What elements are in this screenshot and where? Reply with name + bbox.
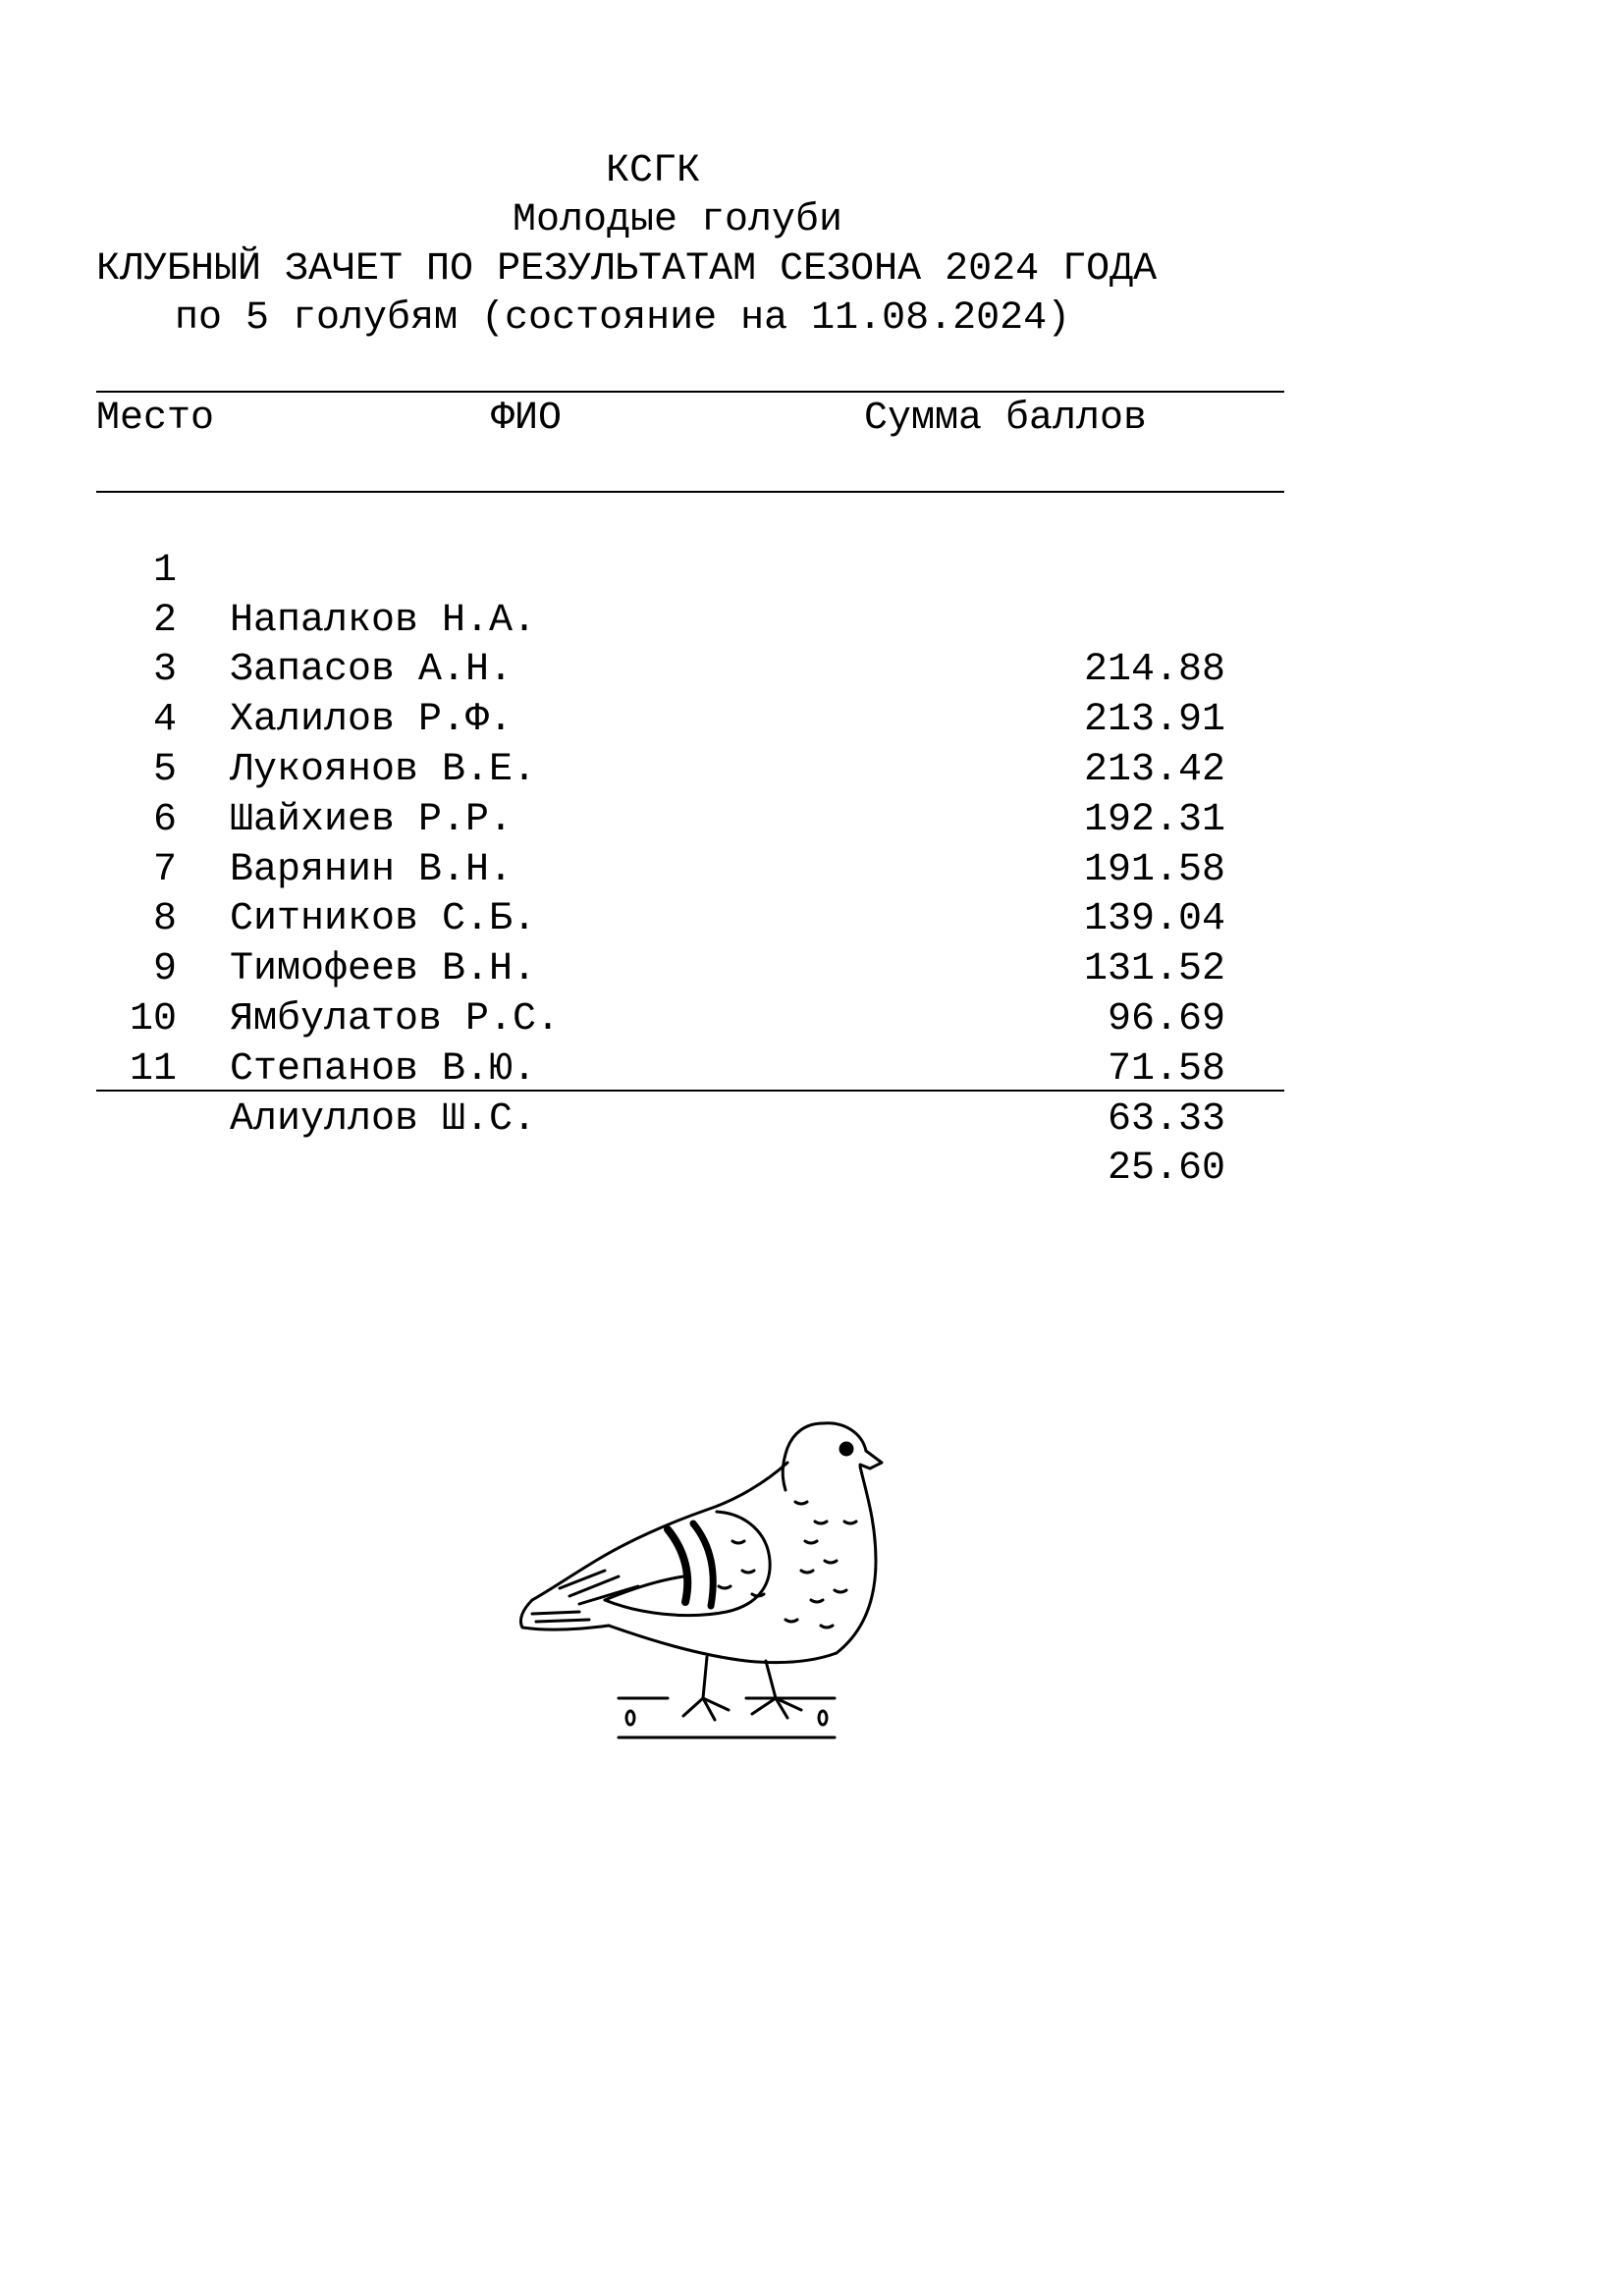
row-name: Ситников С.Б. [230, 897, 537, 942]
club-name: КСГК [605, 149, 700, 193]
pigeon-icon [511, 1404, 943, 1806]
row-place: 10 [129, 996, 177, 1041]
row-score: 213.91 [1083, 698, 1225, 743]
row-name: Запасов А.Н. [230, 648, 514, 693]
row-place: 11 [129, 1046, 177, 1092]
category-title: Молодые голуби [512, 198, 843, 242]
row-name: Лукоянов В.Е. [230, 747, 537, 792]
row-name: Степанов В.Ю. [230, 1046, 537, 1092]
divider-header [96, 491, 1284, 493]
row-place: 7 [152, 847, 177, 892]
row-name: Алиуллов Ш.С. [230, 1096, 537, 1142]
row-place: 3 [152, 648, 177, 693]
row-score: 214.88 [1083, 648, 1225, 693]
row-name: Халилов Р.Ф. [230, 698, 514, 743]
divider-bottom [96, 1090, 1284, 1092]
row-place: 9 [152, 947, 177, 992]
divider-top [96, 391, 1284, 393]
row-score: 25.60 [1107, 1147, 1225, 1192]
row-score: 96.69 [1107, 996, 1225, 1041]
row-name: Шайхиев Р.Р. [230, 797, 514, 842]
row-place: 6 [152, 797, 177, 842]
row-name: Варянин В.Н. [230, 847, 514, 892]
column-header-place: Место [96, 397, 215, 441]
row-score: 192.31 [1083, 797, 1225, 842]
row-place: 8 [152, 897, 177, 942]
row-score: 71.58 [1107, 1046, 1225, 1092]
row-name: Напалков Н.А. [230, 598, 537, 643]
row-score: 213.42 [1083, 747, 1225, 792]
row-place: 1 [152, 548, 177, 593]
results-table [96, 497, 1284, 1192]
row-place: 4 [152, 698, 177, 743]
row-place: 5 [152, 747, 177, 792]
row-score: 131.52 [1083, 947, 1225, 992]
page-title: КЛУБНЫЙ ЗАЧЕТ ПО РЕЗУЛЬТАТАМ СЕЗОНА 2024 ГОДА [96, 247, 1158, 292]
page-subtitle: по 5 голубям (состояние на 11.08.2024) [175, 296, 1071, 341]
column-header-name: ФИО [491, 397, 563, 441]
row-name: Ямбулатов Р.С. [230, 996, 561, 1041]
row-score: 139.04 [1083, 897, 1225, 942]
row-name: Тимофеев В.Н. [230, 947, 537, 992]
row-score: 191.58 [1083, 847, 1225, 892]
column-header-score: Сумма баллов [864, 397, 1148, 441]
row-score: 63.33 [1107, 1096, 1225, 1142]
row-place: 2 [152, 598, 177, 643]
